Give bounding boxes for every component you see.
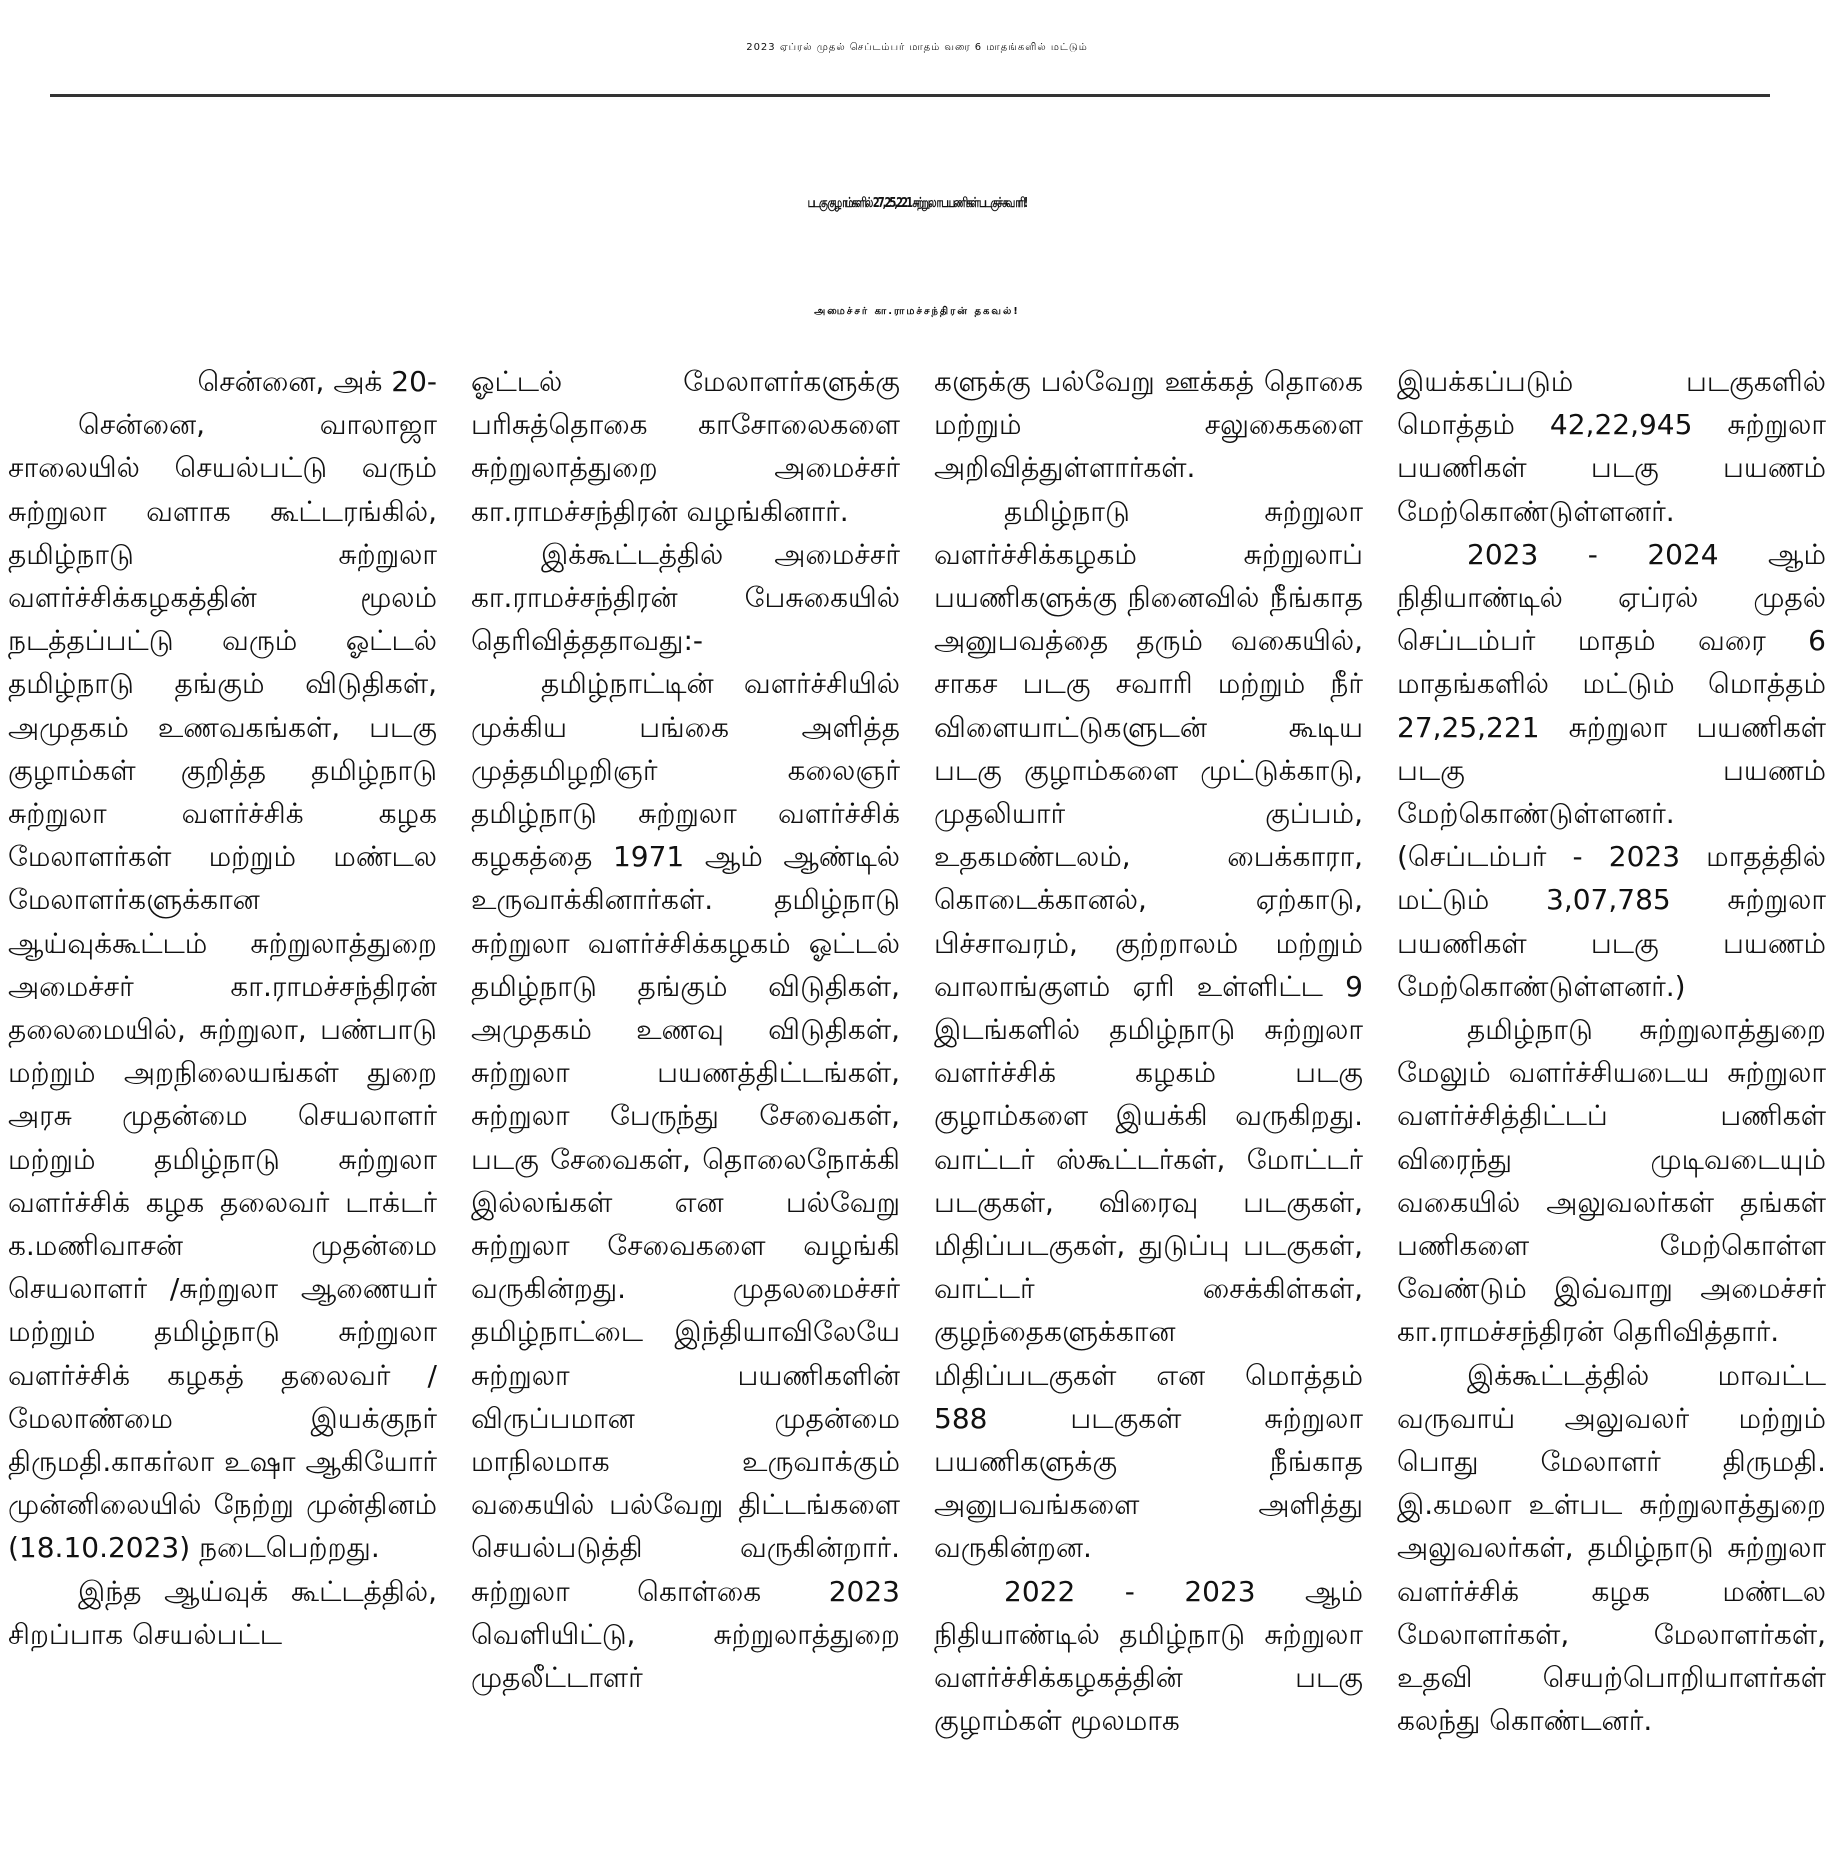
article-headline: படகு குழாம்களில் 27,25,221 சுற்றுலா பயணிகள் படகுச் சவாரி! (807, 196, 1027, 212)
body-paragraph: இக்கூட்டத்தில் அமைச்சர் கா.ராமச்சந்திரன் பேசுகையில் தெரிவித்ததாவது:- (471, 537, 900, 658)
body-paragraph: இயக்கப்படும் படகுகளில் மொத்தம் 42,22,945 சுற்றுலா பயணிகள் படகு பயணம் மேற்கொண்டுள்ளனர். (1397, 365, 1826, 528)
column-1 (8, 360, 437, 1845)
column-3 (934, 360, 1363, 1845)
body-paragraph: 2023 - 2024 ஆம் நிதியாண்டில் ஏப்ரல் முதல் செப்டம்பர் மாதம் வரை 6 மாதங்களில் மட்டும் மொத்தம் 27,25,221 சுற்றுலா பயணிகள் படகு பயணம் மேற்கொண்டுள்ளனர். (செப்டம்பர் - 2023 மாதத்தில் மட்டும் 3,07,785 சுற்றுலா பயணிகள் படகு பயணம் மேற்கொண்டுள்ளனர்.) (1397, 537, 1826, 1003)
body-paragraph: இந்த ஆய்வுக் கூட்டத்தில், சிறப்பாக செயல்பட்ட (8, 1574, 437, 1651)
body-paragraph: சென்னை, வாலாஜா சாலையில் செயல்பட்டு வரும் சுற்றுலா வளாக கூட்டரங்கில், தமிழ்நாடு சுற்றுலா வளர்ச்சிக்கழகத்தின் மூலம் நடத்தப்பட்டு வரும் ஓட்டல் தமிழ்நாடு தங்கும் விடுதிகள், அமுதகம் உணவகங்கள், படகு குழாம்கள் குறித்த தமிழ்நாடு சுற்றுலா வளர்ச்சிக் கழக மேலாளர்கள் மற்றும் மண்டல மேலாளர்களுக்கான ஆய்வுக்கூட்டம் சுற்றுலாத்துறை அமைச்சர் கா.ராமச்சந்திரன் தலைமையில், சுற்றுலா, பண்பாடு மற்றும் அறநிலையங்கள் துறை அரசு முதன்மை செயலாளர் மற்றும் தமிழ்நாடு சுற்றுலா வளர்ச்சிக் கழக தலைவர் டாக்டர் க.மணிவாசன் முதன்மை செயலாளர் /சுற்றுலா ஆணையர் மற்றும் தமிழ்நாடு சுற்றுலா வளர்ச்சிக் கழகத் தலைவர் / மேலாண்மை இயக்குநர் திருமதி.காகர்லா உஷா ஆகியோர் முன்னிலையில் நேற்று முன்தினம் (18.10.2023) நடைபெற்றது. (8, 408, 437, 1565)
article-subheadline: அமைச்சர் கா.ராமச்சந்திரன் தகவல்! (814, 306, 1020, 317)
body-paragraph: களுக்கு பல்வேறு ஊக்கத் தொகை மற்றும் சலுகைகளை அறிவித்துள்ளார்கள். (934, 365, 1363, 485)
article-body (8, 360, 1826, 1845)
body-paragraph: 2022 - 2023 ஆம் நிதியாண்டில் தமிழ்நாடு சுற்றுலா வளர்ச்சிக்கழகத்தின் படகு குழாம்கள் மூலமாக (934, 1574, 1363, 1738)
column-2 (471, 360, 900, 1845)
article-kicker: 2023 ஏப்ரல் முதல் செப்டம்பர் மாதம் வரை 6 மாதங்களில் மட்டும் (746, 42, 1088, 53)
body-paragraph: ஓட்டல் மேலாளர்களுக்கு பரிசுத்தொகை காசோலைகளை சுற்றுலாத்துறை அமைச்சர் கா.ராமச்சந்திரன் வழங்கினார். (471, 365, 900, 528)
header-divider (50, 94, 1770, 97)
dateline: சென்னை, அக் 20- (197, 365, 437, 398)
body-paragraph: தமிழ்நாடு சுற்றுலாத்துறை மேலும் வளர்ச்சியடைய சுற்றுலா வளர்ச்சித்திட்டப் பணிகள் விரைந்து முடிவடையும் வகையில் அலுவலர்கள் தங்கள் பணிகளை மேற்கொள்ள வேண்டும் இவ்வாறு அமைச்சர் கா.ராமச்சந்திரன் தெரிவித்தார். (1397, 1013, 1826, 1349)
body-paragraph: இக்கூட்டத்தில் மாவட்ட வருவாய் அலுவலர் மற்றும் பொது மேலாளர் திருமதி. இ.கமலா உள்பட சுற்றுலாத்துறை அலுவலர்கள், தமிழ்நாடு சுற்றுலா வளர்ச்சிக் கழக மண்டல மேலாளர்கள், மேலாளர்கள், உதவி செயற்பொறியாளர்கள் கலந்து கொண்டனர். (1397, 1358, 1826, 1738)
body-paragraph: தமிழ்நாட்டின் வளர்ச்சியில் முக்கிய பங்கை அளித்த முத்தமிழறிஞர் கலைஞர் தமிழ்நாடு சுற்றுலா வளர்ச்சிக் கழகத்தை 1971 ஆம் ஆண்டில் உருவாக்கினார்கள். தமிழ்நாடு சுற்றுலா வளர்ச்சிக்கழகம் ஓட்டல் தமிழ்நாடு தங்கும் விடுதிகள், அமுதகம் உணவு விடுதிகள், சுற்றுலா பயணத்திட்டங்கள், சுற்றுலா பேருந்து சேவைகள், படகு சேவைகள், தொலைநோக்கி இல்லங்கள் என பல்வேறு சுற்றுலா சேவைகளை வழங்கி வருகின்றது. முதலமைச்சர் தமிழ்நாட்டை இந்தியாவிலேயே சுற்றுலா பயணிகளின் விருப்பமான முதன்மை மாநிலமாக உருவாக்கும் வகையில் பல்வேறு திட்டங்களை செயல்படுத்தி வருகின்றார். சுற்றுலா கொள்கை 2023 வெளியிட்டு, சுற்றுலாத்துறை முதலீட்டாளர் (471, 667, 900, 1695)
body-paragraph: தமிழ்நாடு சுற்றுலா வளர்ச்சிக்கழகம் சுற்றுலாப் பயணிகளுக்கு நினைவில் நீங்காத அனுபவத்தை தரும் வகையில், சாகச படகு சவாரி மற்றும் நீர் விளையாட்டுகளுடன் கூடிய படகு குழாம்களை முட்டுக்காடு, முதலியார் குப்பம், உதகமண்டலம், பைக்காரா, கொடைக்கானல், ஏற்காடு, பிச்சாவரம், குற்றாலம் மற்றும் வாலாங்குளம் ஏரி உள்ளிட்ட 9 இடங்களில் தமிழ்நாடு சுற்றுலா வளர்ச்சிக் கழகம் படகு குழாம்களை இயக்கி வருகிறது. வாட்டர் ஸ்கூட்டர்கள், மோட்டர் படகுகள், விரைவு படகுகள், மிதிப்படகுகள், துடுப்பு படகுகள், வாட்டர் சைக்கிள்கள், குழந்தைகளுக்கான மிதிப்படகுகள் என மொத்தம் 588 படகுகள் சுற்றுலா பயணிகளுக்கு நீங்காத அனுபவங்களை அளித்து வருகின்றன. (934, 494, 1363, 1565)
column-4 (1397, 360, 1826, 1845)
